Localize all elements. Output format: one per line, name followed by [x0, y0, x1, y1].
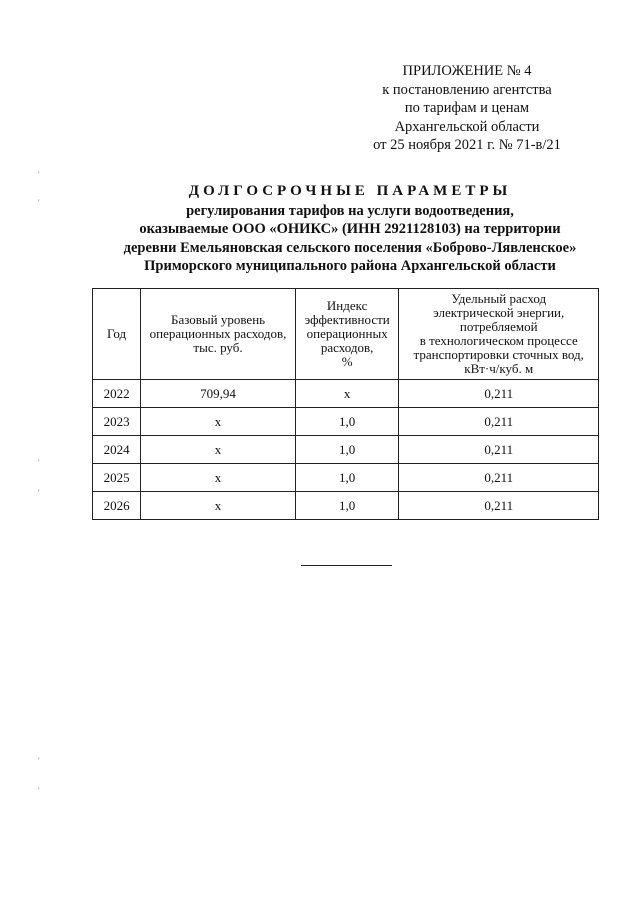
scan-mark: ′ — [38, 458, 40, 467]
title-line: регулирования тарифов на услуги водоотведения, — [186, 202, 514, 219]
title-line: Приморского муниципального района Архангельской области — [144, 258, 556, 274]
cell-index: 1,0 — [295, 492, 399, 520]
scan-mark: ′ — [38, 756, 40, 765]
cell-year: 2024 — [93, 436, 141, 464]
header-base-level: Базовый уровень операционных расходов, тыс. руб. — [141, 289, 296, 380]
cell-index: 1,0 — [295, 464, 399, 492]
cell-energy: 0,211 — [399, 408, 599, 436]
appendix-date: от 25 ноября 2021 г. № 71-в/21 — [373, 137, 561, 153]
cell-base: х — [141, 436, 296, 464]
separator-line — [301, 565, 392, 566]
table-row — [93, 380, 599, 408]
title-line: оказываемые ООО «ОНИКС» (ИНН 2921128103) на территории — [139, 221, 561, 237]
cell-energy: 0,211 — [399, 464, 599, 492]
cell-base: х — [141, 492, 296, 520]
document-title — [60, 182, 640, 276]
cell-index: 1,0 — [295, 408, 399, 436]
cell-year: 2022 — [93, 380, 141, 408]
scan-mark: ′ — [38, 786, 40, 795]
title-line: деревни Емельяновская сельского поселения «Боброво-Лявленское» — [123, 239, 577, 256]
appendix-number: ПРИЛОЖЕНИЕ № 4 — [402, 63, 532, 79]
table-row — [93, 408, 599, 436]
cell-energy: 0,211 — [399, 436, 599, 464]
parameters-table — [92, 288, 599, 520]
cell-index: 1,0 — [295, 436, 399, 464]
cell-energy: 0,211 — [399, 380, 599, 408]
cell-index: х — [295, 380, 399, 408]
scan-mark: ′ — [38, 170, 40, 179]
table-row — [93, 436, 599, 464]
cell-year: 2026 — [93, 492, 141, 520]
cell-base: 709,94 — [141, 380, 296, 408]
cell-year: 2023 — [93, 408, 141, 436]
scan-mark: ′ — [38, 488, 40, 497]
appendix-line: по тарифам и ценам — [404, 100, 530, 116]
table-header-row — [93, 289, 599, 380]
appendix-line: к постановлению агентства — [382, 81, 552, 98]
header-year: Год — [93, 289, 141, 380]
title-main: ДОЛГОСРОЧНЫЕ ПАРАМЕТРЫ — [188, 183, 512, 199]
cell-base: х — [141, 464, 296, 492]
header-efficiency-index: Индекс эффективности операционных расходов, % — [295, 289, 399, 380]
header-energy-consumption: Удельный расход электрической энергии, потребляемой в технологическом процессе транспортировки сточных вод, кВт·ч/куб. м — [399, 289, 599, 380]
cell-year: 2025 — [93, 464, 141, 492]
appendix-header — [362, 62, 572, 155]
appendix-line: Архангельской области — [394, 118, 540, 135]
table-row — [93, 492, 599, 520]
table-row — [93, 464, 599, 492]
scan-mark: ′ — [38, 198, 40, 207]
cell-energy: 0,211 — [399, 492, 599, 520]
cell-base: х — [141, 408, 296, 436]
